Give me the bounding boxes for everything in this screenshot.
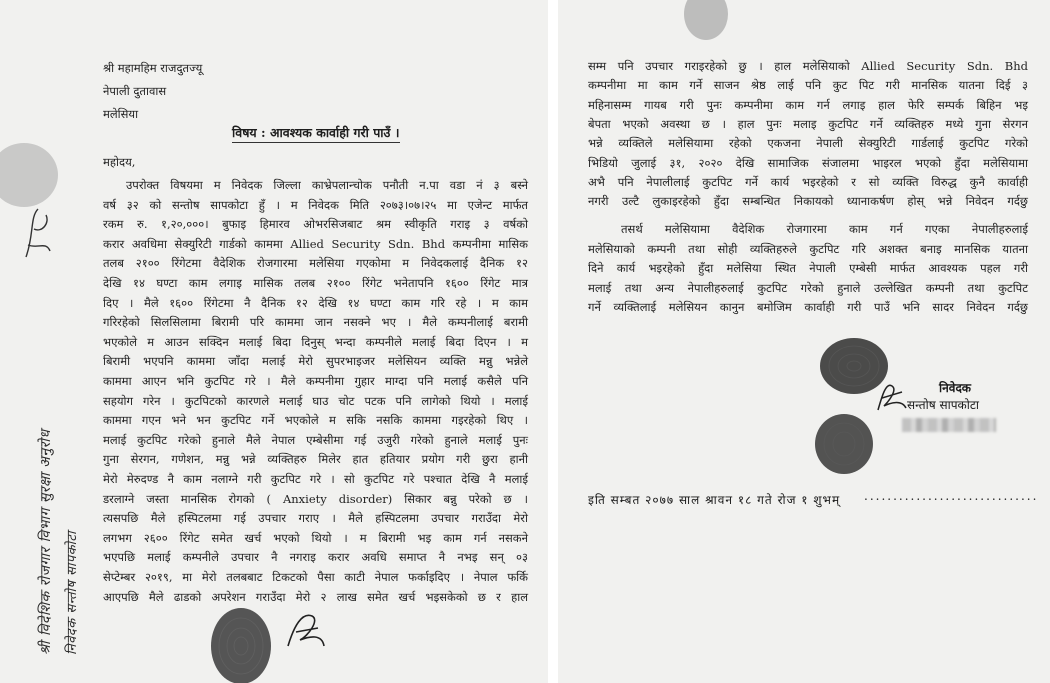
body-line: रकम रु. १,२०,०००। बुफाइ हिमारव ओभरसिजबाट श्रम स्वीकृति गराइ ३ वर्षको: [103, 217, 528, 232]
body-line: भन्ने व्यक्तिले मलेसियामा रहेको एकजना नेपाली सेक्युरिटी गार्डलाई कुटपिट गरेको: [588, 136, 1028, 151]
body-line: सेप्टेम्बर २०१९, मा मेरो तलबबाट टिकटको पैसा काटी नेपाल फर्काइदिए । नेपाल फर्कि: [103, 570, 528, 584]
body-line: सहयोग गरेन । कुटपिटको कारणले मलाई घाउ चोट पटक पनि लागेको थियो । मलाई: [103, 393, 528, 408]
fingerprint-bottom: [206, 598, 276, 683]
signature-title: निवेदक: [939, 381, 972, 395]
body-line: लगभग २६०० रिंगेट समेत खर्च भएको थियो । म बिरामी भइ काम गर्न नसकने: [103, 530, 528, 545]
redacted-text: [902, 418, 996, 432]
body-line: गुना सेरगन, गणेशन, मन्नु भन्ने व्यक्तिहरु मिलेर हात हतियार प्रयोग गरी छुरा हानी: [103, 452, 528, 467]
body-line: त्यसपछि मैले हस्पिटलमा गई उपचार गराए । मैले हस्पिटलमा उपचार गराउँदा मेरो: [103, 511, 528, 526]
body-line: गर्ने व्यक्तिलाई मलेसियन कानुन बमोजिम कार्वाही गरी पाउँ भनि सादर निवेदन गर्दछु: [588, 300, 1028, 315]
body-line: नगरी उल्टै लुकाइरहेको हुँदा सम्बन्धित निकायको ध्यानाकर्षण होस् भन्ने निवेदन गर्दछु: [588, 194, 1028, 209]
body-line: काममा आएन भनि कुटपिट गरे । मैले कम्पनीमा गुहार माग्दा पनि मलाई कसैले पनि: [103, 374, 528, 388]
address-line-2: नेपाली दुतावास: [103, 84, 167, 98]
salutation: महोदय,: [103, 155, 136, 169]
body-line: भिडियो जुलाई ३१, २०२० देखि सामाजिक संजालमा भाइरल भएको हुँदा मलेसियामा: [588, 155, 1028, 170]
body-line: तसर्थ मलेसियामा वैदेशिक रोजगारमा काम गर्न गएका नेपालीहरुलाई: [621, 222, 1028, 236]
body-line: मलेसियाको कम्पनी तथा सोही व्यक्तिहरुले कुटपिट गरि अशक्त बनाइ मानसिक यातना: [588, 241, 1028, 256]
fingerprint-left-edge: [0, 140, 60, 210]
bottom-initial-signature: [282, 606, 330, 656]
body-line: मलाई तथा अन्य नेपालीहरुलाई कुटपिट गरेको हुनाले उल्लेखित कम्पनी तथा कुटपिट: [588, 280, 1028, 295]
body-line: गरिरहेको सिलसिलामा बिरामी परि काममा जान नसक्ने भए । मैले कम्पनीलाई बरामी: [103, 315, 528, 330]
body-line: डरलाग्ने जस्ता मानसिक रोगको ( Anxiety disorder) सिकार बन्नु परेको छ ।: [103, 491, 528, 506]
body-line: कम्पनीमा मा काम गर्ने साजन श्रेष्ठ लाई पनि कुट पिट गरी मानसिक यातना दिई ३: [588, 78, 1028, 93]
body-line: दिए । मैले १६०० रिंगेटमा नै दैनिक १२ देखि १४ घण्टा काम गरि रहे । म काम: [103, 295, 528, 310]
body-line: मलाई कुटपिट गरेको हुनाले मैले नेपाल एम्बेसीमा गई उजुरी गरेको हुनाले मलाई पुनः: [103, 432, 528, 447]
body-line: दिने कार्य भइरहेको हुँदा मलेसिया स्थित नेपाली एम्बेसी मार्फत आवश्यक पहल गरी: [588, 261, 1028, 276]
subject-line: विषय : आवश्यक कार्वाही गरी पाउँ ।: [232, 124, 400, 143]
body-line: उपरोक्त विषयमा म निवेदक जिल्ला काभ्रेपलान्चोक पनौती न.पा वडा नं ३ बस्ने: [126, 178, 528, 192]
applicant-signature-scribble: [872, 378, 912, 418]
margin-signature: [20, 205, 56, 263]
body-line: बेपता भएको अवस्था छ । हाल पुनः मलाइ कुटपिट गर्ने व्यक्तिहरु मध्ये गुना सेरगन: [588, 116, 1028, 131]
date-line: इति सम्बत २०७७ साल श्रावन १८ गते रोज १ शुभम्: [588, 493, 841, 507]
letter-page-2: [558, 0, 1050, 683]
body-line: वर्ष ३२ को सन्तोष सापकोटा हुँ । म निवेदक मिति २०७३।०७।२५ मा एजेन्ट मार्फत: [103, 197, 528, 212]
body-line: तलब २१०० रिंगेटमा वैदेशिक रोजगारमा मलेसिया गएकोमा म निवेदकलाई दैनिक १२: [103, 256, 528, 271]
body-line: भएपछि मलाई कम्पनीले उपचार नै नगराइ करार अवधि समाप्त नै नभइ सन् ०३: [103, 550, 528, 565]
body-line: देखि १४ घण्टा काम लगाइ मासिक तलब २१०० रिंगेट भनेतापनि १६०० रिंगेट मात्र: [103, 276, 528, 290]
address-line-1: श्री महामहिम राजदुतज्यू: [103, 61, 203, 75]
body-line: अभै पनि नेपालीलाई कुटपिट गर्ने कार्य भइरहेको र सो व्यक्ति विरुद्ध कुनै कार्वाही: [588, 174, 1028, 189]
margin-note-2: निवेदक सन्तोष सापकोटा: [65, 531, 80, 655]
body-line: बिरामी भएपनि काममा जाँदा मलाई मेरो सुपरभाइजर मलेसियन व्यक्ति मन्नु भन्नेले: [103, 354, 528, 369]
signature-name: सन्तोष सापकोटा: [907, 398, 980, 412]
body-line: आएपछि मैले ढाडको अपरेशन गराउँदा मेरो २ लाख समेत खर्च भइसकेको छ र हाल: [103, 589, 528, 604]
body-line: करार अवधिमा सेक्युरिटी गार्डको काममा Allied Security Sdn. Bhd कम्पनीमा मासिक: [103, 236, 528, 251]
margin-note-1: श्री विदेशिक रोजगार विभाग सुरक्षा अनुरोध: [38, 429, 54, 655]
body-line: सम्म पनि उपचार गराइरहेको छु । हाल मलेसियाको Allied Security Sdn. Bhd: [588, 59, 1028, 73]
body-line: भएकोले म आउन सक्दिन मलाई बिदा दिनुस् भन्दा कम्पनीले मलाई बिदा दिएन । म: [103, 334, 528, 349]
fingerprint-lower: [810, 408, 880, 478]
address-line-3: मलेसिया: [103, 107, 139, 121]
body-line: महिनासम्म गायब गरी पुनः कम्पनीमा काम गर्न लगाइ हाल फेरि सम्पर्क बिहिन भइ: [588, 97, 1028, 112]
date-line-dots: ..............................: [864, 489, 1039, 503]
fingerprint-top: [676, 0, 736, 52]
body-line: काममा गएन भने भन कुटपिट गर्ने भएकोले म सकि नसकि काममा गइरहेको थिए ।: [103, 413, 528, 428]
body-line: मेरो मेरुदण्ड नै काम नलाग्ने गरी कुटपिट गरे । सो कुटपिट गरे पश्चात देखि नै मलाई: [103, 472, 528, 486]
